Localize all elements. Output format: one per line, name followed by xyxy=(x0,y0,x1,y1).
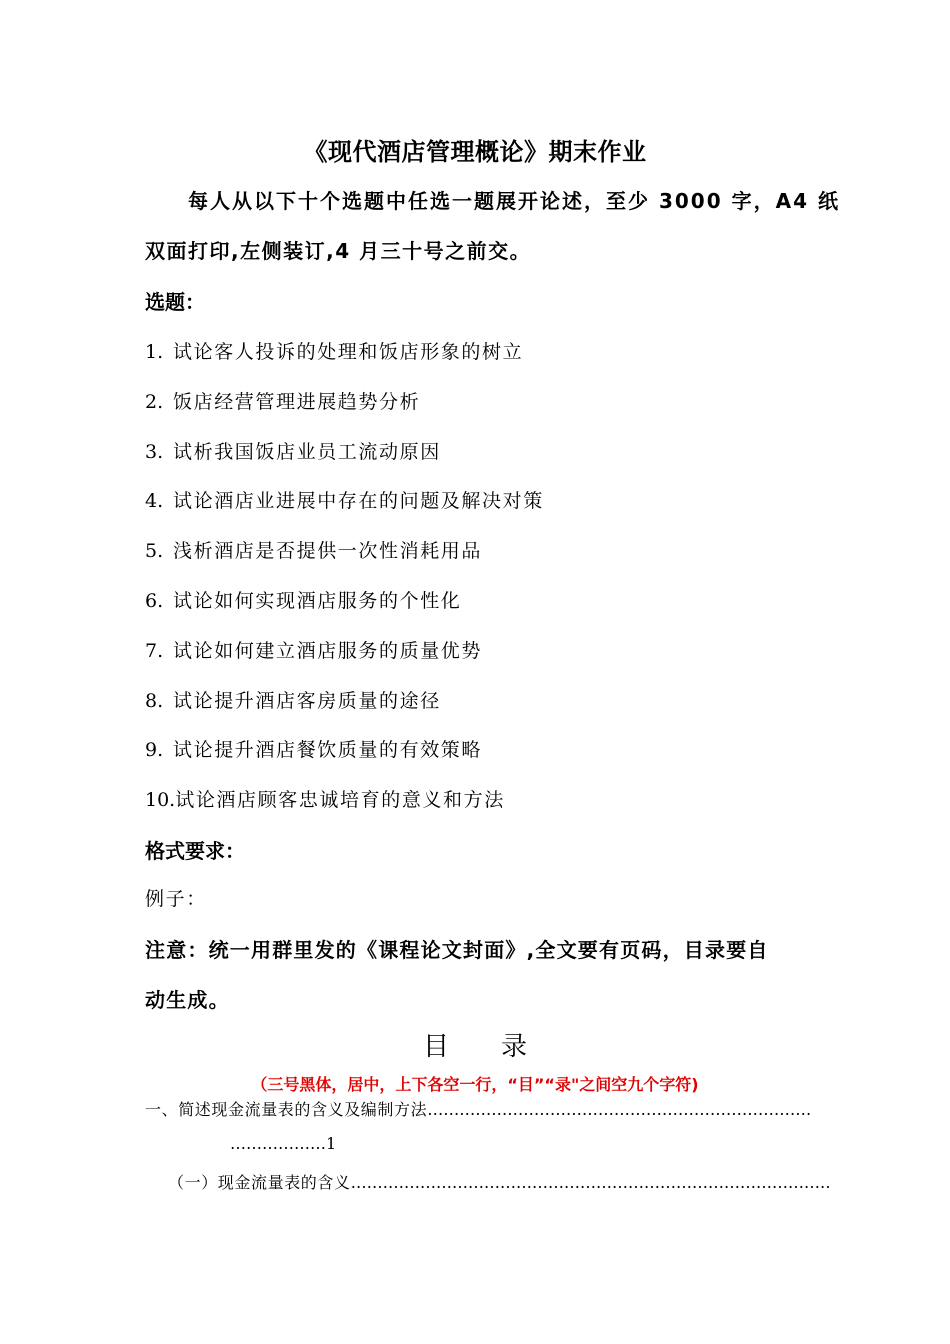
topic-number: 10. xyxy=(145,789,176,811)
notice-line-2: 动生成。 xyxy=(145,988,230,1012)
topic-number: 4. xyxy=(145,490,164,512)
toc-entry-text: 一、简述现金流量表的含义及编制方法 xyxy=(145,1100,428,1119)
list-item xyxy=(145,686,441,713)
topic-number: 9. xyxy=(145,739,164,761)
toc-title xyxy=(0,1026,950,1063)
toc-entry-text: （一）现金流量表的含义 xyxy=(168,1173,351,1192)
list-item xyxy=(145,636,482,663)
toc-leader-dots: ……………………………………………………………… xyxy=(427,1100,812,1119)
list-item xyxy=(145,785,505,812)
topic-text: 浅析酒店是否提供一次性消耗用品 xyxy=(173,540,483,562)
topic-text: 试论酒店业进展中存在的问题及解决对策 xyxy=(173,490,544,512)
topic-text: 饭店经营管理进展趋势分析 xyxy=(173,391,421,413)
list-item xyxy=(145,586,461,613)
topics-heading: 选题： xyxy=(145,290,205,314)
topic-text: 试析我国饭店业员工流动原因 xyxy=(173,441,441,463)
toc-title-char-1: 目 xyxy=(422,1032,449,1062)
list-item xyxy=(145,735,482,762)
list-item xyxy=(145,486,544,513)
topic-number: 8. xyxy=(145,690,164,712)
list-item xyxy=(145,536,482,563)
toc-leader-dots: ……………… xyxy=(230,1134,326,1153)
example-label: 例子： xyxy=(145,888,207,910)
intro-line-2: 双面打印,左侧装订,4 月三十号之前交。 xyxy=(145,239,532,263)
list-item xyxy=(145,437,441,464)
list-item xyxy=(145,337,523,364)
toc-title-char-2: 录 xyxy=(501,1032,528,1062)
format-heading: 格式要求： xyxy=(145,839,245,863)
document-title: 《现代酒店管理概论》期末作业 xyxy=(303,138,647,166)
notice-line-1: 注意：统一用群里发的《课程论文封面》,全文要有页码，目录要自 xyxy=(145,938,769,962)
list-item xyxy=(145,387,420,414)
topic-text: 试论客人投诉的处理和饭店形象的树立 xyxy=(173,341,524,363)
topic-text: 试论如何实现酒店服务的个性化 xyxy=(173,590,462,612)
topic-text: 试论提升酒店餐饮质量的有效策略 xyxy=(173,739,483,761)
topic-number: 5. xyxy=(145,540,164,562)
topic-number: 6. xyxy=(145,590,164,612)
toc-note: （三号黑体，居中，上下各空一行，“目”“录"之间空九个字符) xyxy=(251,1075,699,1094)
topic-number: 1. xyxy=(145,341,164,363)
topic-number: 2. xyxy=(145,391,164,413)
topic-text: 试论提升酒店客房质量的途径 xyxy=(173,690,441,712)
topic-text: 试论酒店顾客忠诚培育的意义和方法 xyxy=(175,789,505,811)
toc-leader-dots: ……………………………………………………………………………… xyxy=(350,1173,831,1192)
topic-number: 7. xyxy=(145,640,164,662)
toc-page-number: 1 xyxy=(326,1134,337,1153)
topic-text: 试论如何建立酒店服务的质量优势 xyxy=(173,640,483,662)
intro-line-1: 每人从以下十个选题中任选一题展开论述，至少 3000 字，A4 纸 xyxy=(188,189,840,213)
topic-number: 3. xyxy=(145,441,164,463)
